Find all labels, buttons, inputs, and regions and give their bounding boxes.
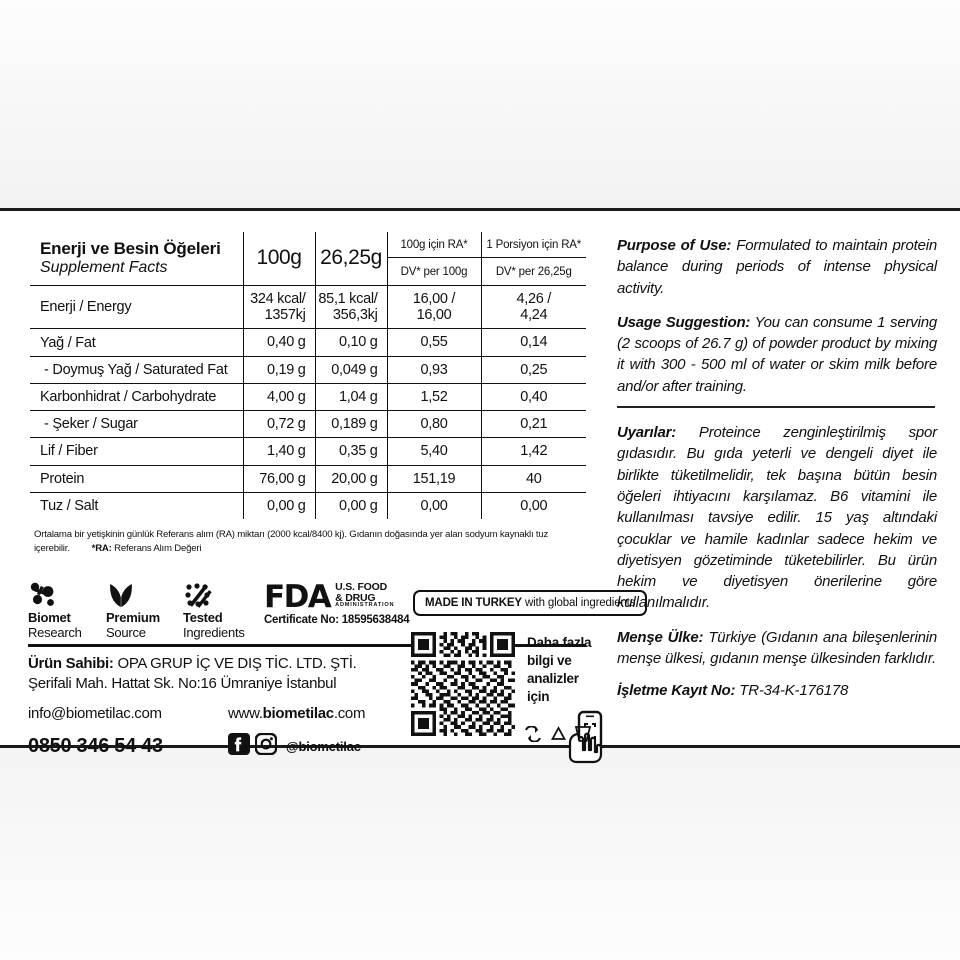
value-line-1: 0,00 xyxy=(420,497,448,514)
fda-sub-line2: & DRUG xyxy=(335,591,376,604)
value-line-1: 0,049 g xyxy=(331,361,378,378)
value-line-1: 0,10 g xyxy=(338,334,378,351)
row-label: Protein xyxy=(29,465,243,492)
value-line-1: 40 xyxy=(525,470,542,487)
label-content-area xyxy=(0,211,960,757)
row-value-ra100 xyxy=(387,329,481,356)
usage-label: Usage Suggestion: xyxy=(617,313,751,331)
badge-tested-ingredients xyxy=(183,582,245,641)
column-header-ra100-tr: 100g için RA* xyxy=(387,231,481,258)
row-value-vserv xyxy=(315,465,387,492)
tested-dots-icon xyxy=(183,582,245,608)
web-suffix: .com xyxy=(333,705,366,722)
row-value-v100 xyxy=(243,465,315,492)
fda-badge xyxy=(264,578,410,626)
facts-title-en: Supplement Facts xyxy=(40,259,168,277)
fda-subtext xyxy=(335,582,394,611)
value-line-1: 1,52 xyxy=(420,388,448,405)
value-line-1: 1,04 g xyxy=(338,388,378,405)
owner-label: Ürün Sahibi: xyxy=(28,655,114,672)
row-value-vserv xyxy=(315,438,387,465)
value-line-1: 0,00 g xyxy=(266,497,306,514)
left-column xyxy=(28,230,636,757)
value-line-2: 4,24 xyxy=(520,307,548,324)
email-address[interactable]: info@biometilac.com xyxy=(28,705,162,722)
table-row xyxy=(29,438,587,465)
value-line-1: 0,19 g xyxy=(266,361,306,378)
recycling-marks xyxy=(523,725,592,748)
badge-biomet-text xyxy=(28,611,82,641)
bottom-background-band xyxy=(0,748,960,960)
right-column-divider xyxy=(617,406,935,408)
value-line-1: 1,40 g xyxy=(266,443,306,460)
row-label: - Şeker / Sugar xyxy=(29,411,243,438)
qr-caption xyxy=(527,635,591,704)
value-line-1: 4,00 g xyxy=(266,388,306,405)
badge-tested-text xyxy=(183,611,245,641)
table-row xyxy=(29,411,587,438)
row-value-ra1 xyxy=(481,411,587,438)
fda-sub-line1: U.S. FOOD xyxy=(335,581,387,593)
usage-text: You can consume 1 serving (2 scoops of 26.7 g) of powder product by mixing it with 300 - 500 ml of water or skim milk before and/or after training. xyxy=(617,313,937,395)
value-line-2: 1357kj xyxy=(264,307,306,324)
facts-title-tr: Enerji ve Besin Öğeleri xyxy=(40,239,221,258)
row-value-ra1 xyxy=(481,465,587,492)
value-line-1: 0,00 g xyxy=(338,497,378,514)
badge-premium-text xyxy=(106,611,160,641)
leaf-icon xyxy=(106,582,160,608)
row-value-ra100 xyxy=(387,285,481,328)
badge-2-line1: Tested xyxy=(183,610,223,625)
origin-label: Menşe Ülke: xyxy=(617,628,704,646)
green-dot-icon xyxy=(523,726,543,747)
warnings-text: Proteince zenginleştirilmiş spor gıdasıdır. Bu gıda yeterli ve dengeli diyet ile birlikte tüketilmelidir, tek başına bütün besin öğeleri ihtiyacını karşılamaz. B6 vitamini ile kullanılması tavsiye edilir. 15 yaş altındaki çocuklar ve hamile kadınlar sadece hekim ve diyetisyen gözetiminde tüketebilirler. Bu ürün hekim ve diyetisyen önerilerine göre kullanılmalıdır. xyxy=(617,424,937,612)
right-column xyxy=(617,235,937,699)
row-label: Yağ / Fat xyxy=(29,329,243,356)
row-value-vserv xyxy=(315,329,387,356)
badge-premium-source xyxy=(106,582,160,641)
product-owner-line xyxy=(28,654,388,674)
row-value-ra100 xyxy=(387,383,481,410)
row-value-v100 xyxy=(243,356,315,383)
origin-country-paragraph xyxy=(617,627,937,670)
row-label: Lif / Fiber xyxy=(29,438,243,465)
made-in-rest: with global ingredients xyxy=(521,597,636,609)
table-row xyxy=(29,329,587,356)
row-label: - Doymuş Yağ / Saturated Fat xyxy=(29,356,243,383)
row-value-v100 xyxy=(243,438,315,465)
row-value-vserv xyxy=(315,356,387,383)
purpose-of-use-paragraph xyxy=(617,235,937,299)
molecule-icon xyxy=(28,582,82,608)
value-line-2: 16,00 xyxy=(416,307,452,324)
qr-caption-line3: analizler xyxy=(527,671,579,686)
row-value-ra1 xyxy=(481,356,587,383)
row-value-ra100 xyxy=(387,465,481,492)
row-value-vserv xyxy=(315,285,387,328)
fda-wordmark: FDA xyxy=(264,578,331,615)
email-web-row xyxy=(28,705,388,722)
facebook-icon[interactable] xyxy=(228,733,250,760)
registry-value: TR-34-K-176178 xyxy=(735,682,849,700)
value-line-1: 5,40 xyxy=(420,443,448,460)
row-value-v100 xyxy=(243,285,315,328)
social-handle: @biometilac xyxy=(286,739,361,754)
value-line-1: 0,14 xyxy=(520,334,548,351)
value-line-1: 0,35 g xyxy=(338,443,378,460)
table-header-row-1 xyxy=(29,231,587,258)
web-prefix: www. xyxy=(228,705,263,722)
tidyman-bin-icon xyxy=(574,725,592,748)
row-value-v100 xyxy=(243,383,315,410)
row-value-v100 xyxy=(243,329,315,356)
website-url[interactable] xyxy=(228,705,365,722)
phone-social-row xyxy=(28,733,388,760)
contact-block xyxy=(28,654,388,760)
value-line-1: 0,72 g xyxy=(266,416,306,433)
recycle-triangle-icon xyxy=(550,726,567,747)
facts-footnote-main: Ortalama bir yetişkinin günlük Referans alım (RA) miktarı (2000 kcal/8400 kj). Gıdanın doğasında yer alan sodyum kaynaklı tuz içerebilir. xyxy=(34,529,549,554)
column-header-100g: 100g xyxy=(243,231,315,285)
row-value-v100 xyxy=(243,411,315,438)
purpose-label: Purpose of Use: xyxy=(617,237,732,254)
purpose-text: Formulated to maintain protein balance during periods of intense physical activity. xyxy=(617,237,937,297)
value-line-1: 0,80 xyxy=(420,416,448,433)
row-value-ra100 xyxy=(387,356,481,383)
row-value-ra1 xyxy=(481,329,587,356)
value-line-1: 0,189 g xyxy=(331,416,378,433)
column-header-ra1-en: DV* per 26,25g xyxy=(481,258,587,286)
row-label: Enerji / Energy xyxy=(29,285,243,328)
row-label: Tuz / Salt xyxy=(29,492,243,520)
value-line-1: 1,42 xyxy=(520,443,548,460)
value-line-1: 0,40 g xyxy=(266,334,306,351)
badge-0-line2: Research xyxy=(28,624,82,640)
value-line-1: 151,19 xyxy=(412,470,456,487)
qr-caption-line4: için xyxy=(527,689,550,704)
made-in-turkey-badge xyxy=(413,590,647,616)
value-line-1: 4,26 / xyxy=(516,290,551,307)
fda-logo-row xyxy=(264,578,409,615)
warnings-label: Uyarılar: xyxy=(617,424,677,442)
top-background-band xyxy=(0,0,960,208)
row-value-ra1 xyxy=(481,492,587,520)
value-line-1: 85,1 kcal/ xyxy=(318,290,378,307)
row-value-ra100 xyxy=(387,438,481,465)
value-line-1: 0,25 xyxy=(520,361,548,378)
table-row xyxy=(29,465,587,492)
qr-code-icon[interactable] xyxy=(411,632,515,736)
company-address: Şerifali Mah. Hattat Sk. No:16 Ümraniye İstanbul xyxy=(28,674,337,692)
value-line-1: 0,00 xyxy=(520,497,548,514)
made-in-bold: MADE IN TURKEY xyxy=(425,597,522,609)
value-line-1: 0,21 xyxy=(520,416,548,433)
fda-certificate-number: Certificate No: 18595638484 xyxy=(264,613,410,626)
facts-footnote-ra-label: *RA: xyxy=(91,542,112,554)
value-line-1: 0,93 xyxy=(420,361,448,378)
row-value-vserv xyxy=(315,492,387,520)
column-header-ra1-tr: 1 Porsiyon için RA* xyxy=(481,231,587,258)
facts-title-cell xyxy=(29,231,243,285)
facts-footnote-ra-text: Referans Alım Değeri xyxy=(111,542,202,554)
badge-2-line2: Ingredients xyxy=(183,624,245,640)
warnings-paragraph xyxy=(617,422,937,614)
column-header-serving: 26,25g xyxy=(315,231,387,285)
social-links xyxy=(228,733,361,760)
fda-sub-line3: ADMINISTRATION xyxy=(335,602,395,608)
registry-label: İşletme Kayıt No: xyxy=(617,682,736,700)
table-row xyxy=(29,356,587,383)
value-line-1: 20,00 g xyxy=(331,470,378,487)
phone-number[interactable]: 0850 346 54 43 xyxy=(28,735,163,757)
table-row xyxy=(29,383,587,410)
badge-biomet-research xyxy=(28,582,82,641)
value-line-1: 0,40 xyxy=(520,388,548,405)
value-line-1: 324 kcal/ xyxy=(250,290,306,307)
business-registry-line xyxy=(617,682,937,699)
value-line-2: 356,3kj xyxy=(332,307,378,324)
value-line-1: 16,00 / xyxy=(412,290,456,307)
usage-suggestion-paragraph xyxy=(617,312,937,397)
qr-caption-line1: Daha fazla xyxy=(527,635,592,650)
row-value-vserv xyxy=(315,383,387,410)
value-line-1: 0,55 xyxy=(420,334,448,351)
table-row xyxy=(29,285,587,328)
badge-1-line2: Source xyxy=(106,624,146,640)
facts-footnote xyxy=(28,528,576,556)
web-bold: biometilac xyxy=(262,705,334,722)
row-value-v100 xyxy=(243,492,315,520)
row-value-ra100 xyxy=(387,492,481,520)
row-value-vserv xyxy=(315,411,387,438)
origin-text: Türkiye (Gıdanın ana bileşenlerinin menşe ülkesi, gıdanın menşe ülkesinden farklıdır. xyxy=(617,628,938,668)
instagram-icon[interactable] xyxy=(255,733,277,760)
row-value-ra1 xyxy=(481,285,587,328)
value-line-1: 76,00 g xyxy=(259,470,306,487)
owner-value: OPA GRUP İÇ VE DIŞ TİC. LTD. ŞTİ. xyxy=(113,655,357,672)
qr-caption-line2: bilgi ve xyxy=(527,653,572,668)
supplement-facts-table xyxy=(28,230,588,521)
table-row xyxy=(29,492,587,520)
row-value-ra100 xyxy=(387,411,481,438)
column-header-ra100-en: DV* per 100g xyxy=(387,258,481,286)
row-value-ra1 xyxy=(481,438,587,465)
row-label: Karbonhidrat / Carbohydrate xyxy=(29,383,243,410)
badge-0-line1: Biomet xyxy=(28,610,71,625)
badge-1-line1: Premium xyxy=(106,610,160,625)
row-value-ra1 xyxy=(481,383,587,410)
